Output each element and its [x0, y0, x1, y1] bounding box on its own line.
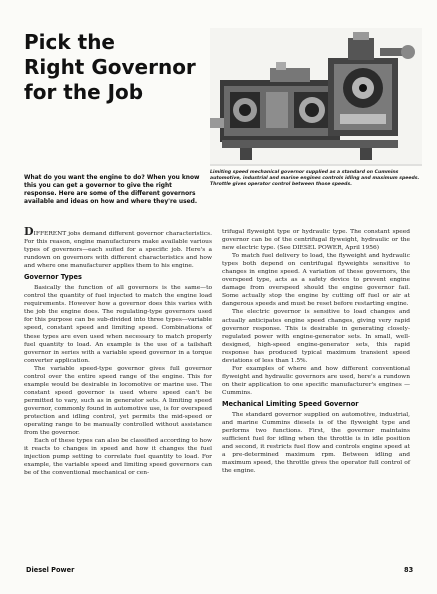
paragraph: For examples of where and how different conventional flyweight and hydraulic governors are used, here's a rundown on their application to one specific manufacturer's engines — Cummins. — [222, 365, 410, 396]
page-number: 83 — [404, 566, 414, 574]
paragraph: The variable speed-type governor gives full governor control over the entire speed range of the engine. This for example would be desirable in locomotive or marine use. The constant speed governor is used where speed can't be permitted to vary, such as in generator sets. A limiting speed governor, commonly found in automotive use, is for overspeed protection and idling control, yet permits the mid-speed or operating range to be manually controlled without assistance from the governor. — [24, 365, 212, 437]
article-lead: What do you want the engine to do? When you know this you can get a governor to give the right response. Here are some of the different governors available and ideas on how and where they're used. — [24, 175, 200, 205]
left-column — [24, 225, 212, 477]
paragraph-text: IFFERENT jobs demand different governor characteristics. For this reason, engine manufacturers make available various types of governors—each suited for a specific job. Here's a rundown on governors with different characteristics and how and where one manufacturer applies them to his engine. — [24, 231, 212, 270]
right-column — [222, 228, 410, 475]
title-line-3: for the Job — [24, 80, 144, 104]
section-heading: Governor Types — [24, 273, 82, 282]
governor-cutaway-photo — [210, 28, 422, 166]
figure-caption: Limiting speed mechanical governor supplied as a standard on Cummins automotive, industrial and marine engines controls idling and maximum speeds. Throttle gives operator control between those speeds. — [210, 170, 420, 187]
paragraph: To match fuel delivery to load, the flyweight and hydraulic types both depend on centrifugal flyweights sensitive to changes in engine speed. A variation of these governors, the overspeed type, acts as a safety device to prevent engine damage from overspeed should the engine governor fail. Some actually stop the engine by cutting off fuel or air at dangerous speeds and must be reset before restarting engine. — [222, 253, 410, 308]
article-title — [24, 30, 214, 105]
paragraph: Each of these types can also be classified according to how it reacts to changes in speed and how it changes the fuel injection pump setting to correlate fuel quantity to load. For example, the variable speed and limiting speed governors can be of the conventional mechanical or cen- — [24, 438, 212, 477]
publication-name: Diesel Power — [26, 566, 75, 574]
paragraph: The standard governor supplied on automotive, industrial, and marine Cummins diesels is of the flyweight type and performs two functions. First, the governor maintains sufficient fuel for idling when the throttle is in idle position and second, it restricts fuel flow and controls engine speed at a pre-determined maximum rpm. Between idling and maximum speed, the throttle gives the operator full control of the engine. — [222, 411, 410, 475]
title-line-1: Pick the — [24, 30, 115, 54]
paragraph: The electric governor is sensitive to load changes and actually anticipates engine speed changes, giving very rapid governor response. This is desirable in generating closely-regulated power with engine-generator sets. In small, well-designed, high-speed engine-generator sets, this rapid response has produced typical maximum transient speed deviations of less than 1.5%. — [222, 309, 410, 364]
paragraph — [24, 225, 212, 270]
title-line-2: Right Governor — [24, 55, 196, 79]
paragraph: trifugal flyweight type or hydraulic type. The constant speed governor can be of the centrifugal flyweight, hydraulic or the new electric type. (See DIESEL POWER, April 1956) — [222, 229, 410, 252]
paragraph: Basically the function of all governors is the same—to control the quantity of fuel injected to match the engine load requirements. However how a governor does this varies with the job the engine does. The regulating-type governors used for this purpose can be sub-divided into three types—variable speed, constant speed and limiting speed. Combinations of these types are even used when necessary to match properly fuel quantity to load. An example is the use of a tailshaft governor in series with a variable speed governor in a torque converter application. — [24, 285, 212, 364]
section-heading: Mechanical Limiting Speed Governor — [222, 399, 359, 408]
drop-cap: D — [24, 225, 34, 238]
